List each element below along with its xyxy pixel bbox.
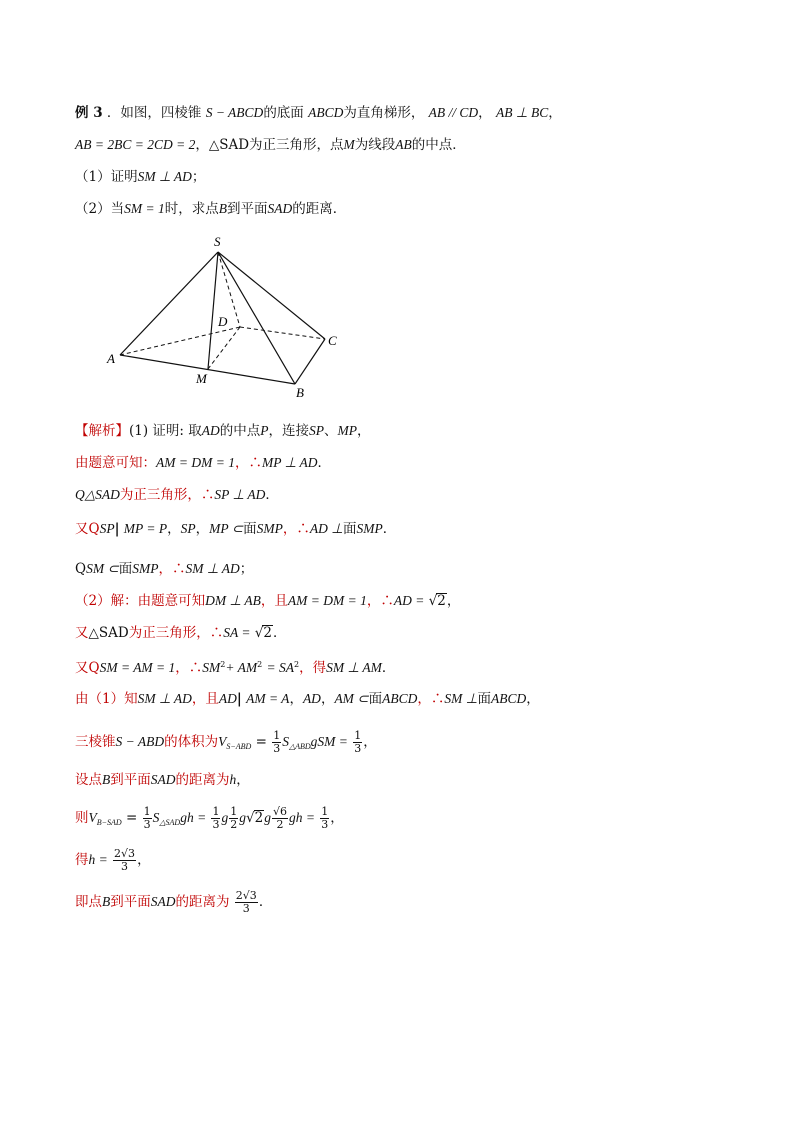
text: 又	[75, 625, 89, 641]
numerator: 2√3	[114, 847, 136, 860]
math: M	[343, 137, 355, 152]
edge-sm	[208, 252, 218, 369]
math: SM ⊥ AD	[137, 169, 192, 184]
fraction	[235, 890, 258, 915]
math: =	[126, 810, 138, 826]
solution-line-8	[75, 655, 395, 678]
text: 面	[368, 691, 383, 707]
text: 由题意可知	[137, 593, 206, 609]
text: 为线段	[354, 137, 396, 153]
text: 设点	[75, 772, 102, 788]
math: 2	[254, 810, 264, 826]
math: SM ⊂	[86, 561, 119, 576]
math: SM ⊥	[444, 691, 478, 706]
text: ，∴	[158, 561, 186, 577]
math: P	[260, 423, 269, 438]
text: ，连接	[268, 423, 310, 439]
math: △ABD	[288, 742, 311, 751]
edge-sc	[218, 252, 325, 339]
denominator: 3	[321, 818, 329, 831]
numerator: 2√3	[235, 889, 257, 902]
text: 到平面	[110, 894, 151, 910]
math: SP	[309, 423, 325, 438]
edge-dm	[208, 327, 240, 369]
text: ．	[272, 625, 287, 641]
fraction	[113, 848, 136, 873]
math: gh =	[288, 810, 315, 825]
text: ，	[363, 734, 377, 750]
denominator: 3	[121, 860, 129, 873]
math: ABCD	[491, 691, 527, 706]
math: B	[102, 894, 111, 909]
math: SAD	[150, 894, 176, 909]
math: B	[102, 772, 111, 787]
math: AB // CD	[428, 105, 479, 120]
math: g	[239, 810, 246, 825]
math: DM ⊥ AB	[205, 593, 261, 608]
math: S − ABD	[115, 734, 165, 749]
math: AD =	[393, 593, 425, 608]
math: AD ⊥	[309, 521, 343, 536]
question-1: （1）证明SM ⊥ AD；	[75, 169, 206, 185]
denominator: 3	[143, 818, 151, 831]
text: ，且	[191, 691, 219, 707]
text: ，	[289, 691, 303, 707]
text: ，	[446, 593, 461, 609]
math: Q△SAD	[75, 487, 120, 502]
text: 、	[324, 423, 338, 439]
math: ABCD	[382, 691, 418, 706]
fraction	[272, 730, 281, 755]
numerator: 1	[321, 805, 329, 818]
label-c: C	[328, 333, 337, 348]
math: SAD	[150, 772, 176, 787]
math: MP ⊥ AD	[261, 455, 318, 470]
math: h =	[88, 852, 108, 867]
text: 的距离为	[175, 772, 230, 788]
text: 的距离为	[175, 894, 230, 910]
math: MP	[337, 423, 358, 438]
math: h	[229, 772, 237, 787]
math: SM ⊥ AD	[185, 561, 240, 576]
fraction	[211, 806, 220, 831]
math: △SAD	[159, 818, 181, 827]
text: 为正三角形，∴	[119, 487, 215, 503]
numerator: 1	[273, 729, 281, 742]
solution-line-4: 又QSP| MP = P，SP，MP ⊂面SMP，∴AD ⊥面SMP．	[75, 521, 397, 537]
fraction: $\frac{√6}{2}$	[272, 805, 287, 831]
text: ，∴	[366, 593, 394, 609]
denominator: 3	[212, 818, 220, 831]
math: SA =	[223, 625, 251, 640]
math: AB ⊥ BC	[495, 105, 549, 120]
math: S	[282, 734, 289, 749]
solution-line-9: 由（1）知SM ⊥ AD，且AD| AM = A，AD，AM ⊂面ABCD，∴SM ⊥面ABCD，	[75, 691, 540, 707]
math: 2	[257, 660, 263, 669]
question-2	[75, 199, 346, 219]
text: ，∴	[282, 521, 310, 537]
math: =	[255, 734, 267, 750]
math: AB = 2BC = 2CD = 2	[75, 137, 196, 152]
math: B	[218, 201, 227, 216]
edge-bc	[295, 339, 325, 384]
label-m: M	[196, 371, 207, 386]
math: V	[218, 734, 227, 749]
math: AB	[395, 137, 412, 152]
text: ，	[236, 772, 250, 788]
math: SMP	[256, 521, 283, 536]
math: SM = AM = 1	[99, 660, 176, 675]
text: 由（1）知	[75, 691, 138, 707]
math: AD	[302, 691, 321, 706]
label-b: B	[296, 385, 304, 400]
math: 2	[437, 593, 446, 609]
text: 到平面	[110, 772, 151, 788]
math: AD	[201, 423, 220, 438]
text: ，	[167, 521, 181, 537]
text: ．	[382, 521, 397, 537]
math: △SAD	[208, 137, 250, 153]
label-d: D	[218, 314, 228, 329]
text: 时，求点	[164, 201, 219, 217]
math: SM ⊥ AM	[326, 660, 382, 675]
text: 又Q	[75, 521, 100, 537]
math: SM ⊥ AD	[137, 691, 192, 706]
text: ，∴	[417, 691, 445, 707]
text: 的体积为	[164, 734, 219, 750]
fraction	[353, 730, 362, 755]
denominator: 2	[230, 818, 238, 831]
text: ，∴	[175, 660, 203, 676]
pyramid-figure	[100, 232, 350, 402]
numerator: 1	[143, 805, 151, 818]
text: 为直角梯形，	[343, 105, 425, 121]
text: 面	[477, 691, 492, 707]
text: 面	[243, 521, 257, 537]
text: Q	[75, 561, 87, 577]
text: 面	[118, 561, 133, 577]
denominator: 3	[273, 742, 281, 755]
solution-line-13	[75, 848, 151, 873]
math: MP = P	[123, 521, 168, 536]
math: SP ⊥ AD	[214, 487, 266, 502]
numerator: 1	[212, 805, 220, 818]
fraction	[143, 806, 152, 831]
text: 到平面	[226, 201, 268, 217]
text: ，	[526, 691, 540, 707]
numerator: 6	[279, 805, 287, 818]
math: SAD	[267, 201, 293, 216]
text: ，	[195, 521, 210, 537]
solution-line-12: 则$V_{B-SAD}$ = $\frac{1}{3}$ $S_{\triangle SAD}gh$ = $\frac{1}{3}$ g $\frac{1}{2}$ g√2g $\frac{√6}{2}$ gh = $\frac{1}{3}$ ，	[75, 805, 344, 831]
solution-line-6: （2）解：由题意可知DM ⊥ AB，且AM = DM = 1，∴AD = √2，	[75, 593, 461, 609]
math: + AM	[225, 660, 258, 675]
solution-line-11	[75, 770, 250, 790]
math: S−ABD	[226, 742, 252, 751]
text: 的中点	[219, 423, 261, 439]
math: SMP	[132, 561, 159, 576]
math: AM = A	[246, 691, 290, 706]
text: ．如图，四棱锥	[106, 105, 202, 121]
math: gSM =	[310, 734, 348, 749]
text: ，	[320, 691, 335, 707]
text: 为正三角形，∴	[128, 625, 224, 641]
math: SMP	[356, 521, 383, 536]
math: 2	[294, 660, 300, 669]
solution-line-1	[75, 421, 371, 441]
solution-line-3	[75, 485, 279, 505]
text: ．	[258, 894, 273, 910]
text: ，且	[260, 593, 288, 609]
math: ABCD	[308, 105, 344, 120]
math: 2	[220, 660, 226, 669]
math: MP ⊂	[209, 521, 244, 536]
text: 的底面	[263, 105, 304, 121]
text: ．	[317, 455, 331, 471]
fraction	[229, 806, 238, 831]
text: 三棱锥	[75, 734, 116, 750]
edge-sb	[218, 252, 295, 384]
numerator: 1	[230, 805, 238, 818]
text: 即点	[75, 894, 102, 910]
math: = SA	[266, 660, 294, 675]
label-s: S	[214, 234, 221, 249]
math: AD	[218, 691, 237, 706]
math: SP	[180, 521, 196, 536]
text: 得	[75, 852, 89, 868]
text: ，	[357, 423, 371, 439]
math: 2	[263, 625, 272, 641]
denominator: 2	[276, 818, 284, 831]
math: S − ABCD	[205, 105, 264, 120]
math: V	[88, 810, 97, 825]
text: 由题意可知：	[75, 455, 156, 471]
text: 的距离．	[292, 201, 347, 217]
solution-line-14	[75, 890, 272, 915]
math: SM = 1	[124, 201, 165, 216]
math: SP	[99, 521, 115, 536]
solution-line-10	[75, 730, 377, 757]
text: ，	[330, 810, 344, 826]
example-label: 例 3	[75, 105, 103, 121]
text: ；	[239, 561, 254, 577]
math: AM = DM = 1	[156, 455, 235, 470]
fraction	[320, 806, 329, 831]
text: ，	[137, 852, 151, 868]
text: 又Q	[75, 660, 100, 676]
math: gh =	[180, 810, 207, 825]
problem-line-2: AB = 2BC = 2CD = 2，△SAD为正三角形，点M为线段AB的中点．	[75, 137, 466, 153]
math: △SAD	[88, 625, 129, 641]
solution-line-7: 又△SAD为正三角形，∴SA = √2．	[75, 625, 287, 641]
text: （1）证明	[75, 169, 138, 185]
text: ．	[265, 487, 279, 503]
text: 的中点．	[411, 137, 466, 153]
label-a: A	[107, 351, 115, 366]
problem-line-1: 例 3 ．如图，四棱锥 S − ABCD的底面 ABCD为直角梯形， AB // CD， AB ⊥ BC，	[75, 105, 562, 121]
text: 为正三角形，点	[249, 137, 344, 153]
solution-line-5	[75, 559, 253, 579]
numerator: 1	[354, 729, 362, 742]
text: ．	[381, 660, 396, 676]
edge-ab	[120, 355, 295, 384]
text: （2）当	[75, 201, 125, 217]
text: ，得	[299, 660, 327, 676]
math: SM	[202, 660, 221, 675]
math: AM = DM = 1	[287, 593, 367, 608]
denominator: 3	[354, 742, 362, 755]
text: (1) 证明: 取	[129, 423, 202, 439]
solution-tag: 【解析】	[75, 423, 129, 439]
text: （2）解：	[75, 593, 138, 609]
math: g	[221, 810, 229, 825]
text: 面	[342, 521, 357, 537]
edge-sa	[120, 252, 218, 355]
denominator: 3	[242, 902, 250, 915]
text: ，∴	[234, 455, 262, 471]
math: S	[152, 810, 160, 825]
math: g	[264, 810, 271, 825]
text: 则	[75, 810, 89, 826]
solution-line-2	[75, 453, 331, 473]
math: B−SAD	[96, 818, 122, 827]
math: AM ⊂	[334, 691, 369, 706]
